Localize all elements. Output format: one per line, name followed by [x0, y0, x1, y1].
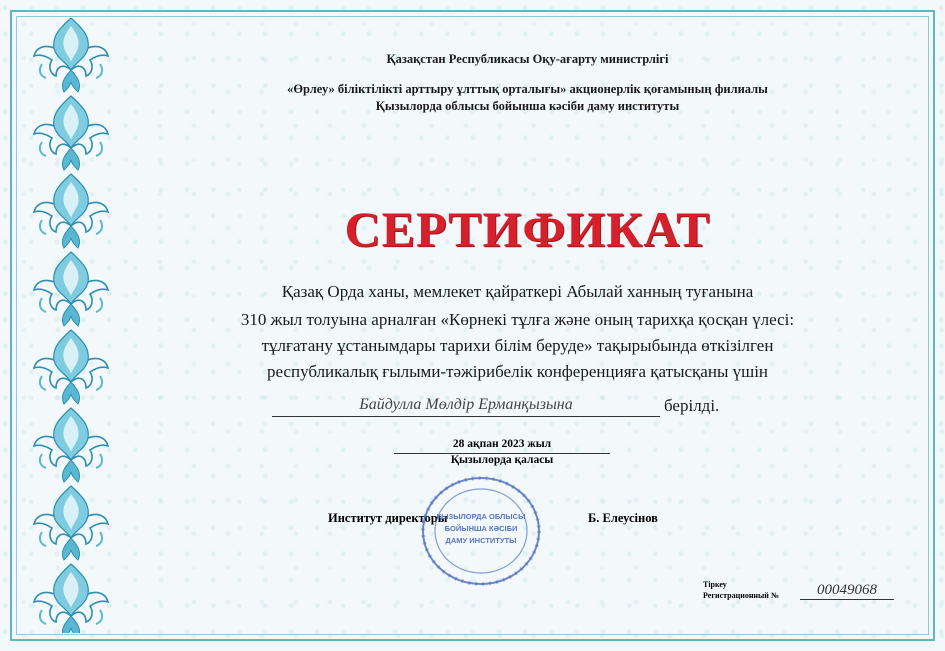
body-line-1: Қазақ Орда ханы, мемлекет қайраткері Абылай ханның туғанына — [281, 282, 754, 301]
given-text: берілді. — [664, 396, 720, 415]
body-line-2: 310 жыл толуына арналған «Көрнекі тұлға және оның тарихқа қосқан үлесі: — [240, 310, 795, 329]
director-name: Б. Елеусінов — [588, 511, 658, 525]
ornament-border-left — [30, 18, 112, 633]
recipient-name: Байдулла Мөлдір Ерманқызына — [272, 396, 660, 417]
stamp-line-2: БОЙЫНША КӘСІБИ — [444, 524, 518, 533]
director-label: Институт директоры — [328, 511, 448, 525]
stamp-line-1: ҚЫЗЫЛОРДА ОБЛЫСЫ — [436, 512, 526, 521]
registration-label-kz: Тіркеу — [703, 580, 727, 589]
official-stamp — [418, 473, 544, 589]
ministry-heading: Қазақстан Республикасы Оқу-ағарту министрлігі — [386, 52, 669, 66]
body-line-4: республикалық ғылыми-тәжірибелік конференцияға қатысқаны үшін — [266, 362, 769, 381]
institute-heading: Қызылорда облысы бойынша кәсіби даму институты — [375, 99, 680, 113]
certificate-title: СЕРТИФИКАТ — [344, 201, 711, 257]
issue-date: 28 ақпан 2023 жыл — [394, 438, 610, 454]
issue-city: Қызылорда қаласы — [450, 454, 554, 466]
registration-number: 00049068 — [800, 582, 894, 600]
stamp-line-3: ДАМУ ИНСТИТУТЫ — [445, 536, 517, 545]
body-line-3: тұлғатану ұстанымдары тарихи білім беруде» тақырыбында өткізілген — [261, 336, 774, 355]
registration-label-ru: Регистрационный № — [703, 591, 779, 600]
organization-heading: «Өрлеу» біліктілікті арттыру ұлттық орталығы» акционерлік қоғамының филиалы — [287, 82, 768, 96]
